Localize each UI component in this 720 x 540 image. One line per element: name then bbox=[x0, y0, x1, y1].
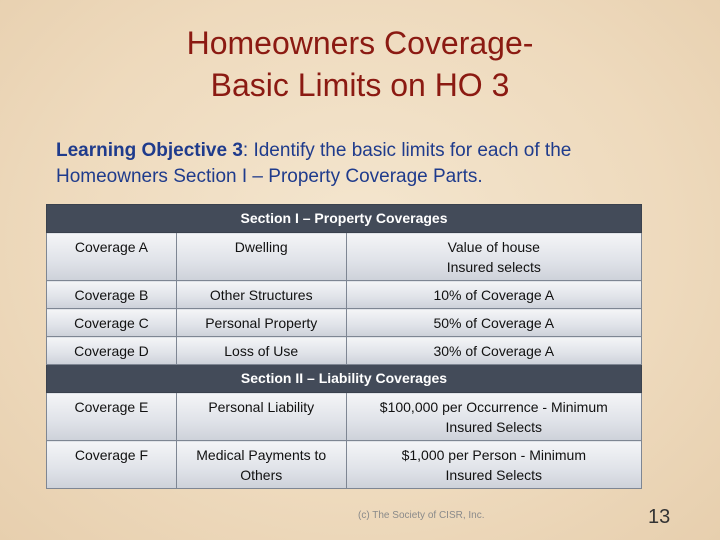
item-cell: Personal Liability bbox=[176, 393, 346, 441]
table-row bbox=[47, 233, 642, 281]
item-cell: Other Structures bbox=[176, 281, 346, 309]
limit-cell bbox=[346, 441, 641, 489]
section-header-row bbox=[47, 365, 642, 393]
coverage-table bbox=[46, 204, 642, 489]
limit-cell bbox=[346, 233, 641, 281]
item-cell: Loss of Use bbox=[176, 337, 346, 365]
coverage-cell: Coverage C bbox=[47, 309, 177, 337]
coverage-cell: Coverage D bbox=[47, 337, 177, 365]
table-row bbox=[47, 393, 642, 441]
limit-line: Insured Selects bbox=[445, 467, 543, 483]
limit-line: Value of house bbox=[447, 239, 540, 255]
limit-line: $100,000 per Occurrence - Minimum bbox=[379, 399, 608, 415]
title-line-1: Homeowners Coverage- bbox=[186, 25, 534, 61]
limit-line: $1,000 per Person - Minimum bbox=[401, 447, 586, 463]
coverage-cell: Coverage A bbox=[47, 233, 177, 281]
limit-cell: 10% of Coverage A bbox=[346, 281, 641, 309]
objective-lead: Learning Objective 3 bbox=[56, 140, 243, 161]
item-cell: Personal Property bbox=[176, 309, 346, 337]
table-row bbox=[47, 441, 642, 489]
slide-title bbox=[0, 22, 720, 106]
limit-line: Insured selects bbox=[446, 259, 541, 275]
title-line-2: Basic Limits on HO 3 bbox=[210, 67, 510, 103]
copyright-footer: (c) The Society of CISR, Inc. bbox=[358, 510, 485, 521]
learning-objective bbox=[56, 138, 656, 190]
limit-line: Insured Selects bbox=[445, 419, 543, 435]
objective-text: Identify the basic limits for each of the Homeowners Section I – Property Coverage Parts. bbox=[56, 140, 572, 187]
limit-cell: 30% of Coverage A bbox=[346, 337, 641, 365]
slide-number: 13 bbox=[648, 506, 671, 528]
section-1-header: Section I – Property Coverages bbox=[47, 205, 642, 233]
coverage-cell: Coverage E bbox=[47, 393, 177, 441]
item-cell bbox=[176, 441, 346, 489]
table-row bbox=[47, 309, 642, 337]
table-row bbox=[47, 281, 642, 309]
coverage-cell: Coverage B bbox=[47, 281, 177, 309]
item-cell: Dwelling bbox=[176, 233, 346, 281]
item-line: Medical Payments to bbox=[196, 447, 327, 463]
objective-colon: : bbox=[242, 140, 249, 161]
section-header-row bbox=[47, 205, 642, 233]
section-2-header: Section II – Liability Coverages bbox=[47, 365, 642, 393]
table-row bbox=[47, 337, 642, 365]
item-line: Others bbox=[240, 467, 283, 483]
coverage-cell: Coverage F bbox=[47, 441, 177, 489]
limit-cell bbox=[346, 393, 641, 441]
limit-cell: 50% of Coverage A bbox=[346, 309, 641, 337]
